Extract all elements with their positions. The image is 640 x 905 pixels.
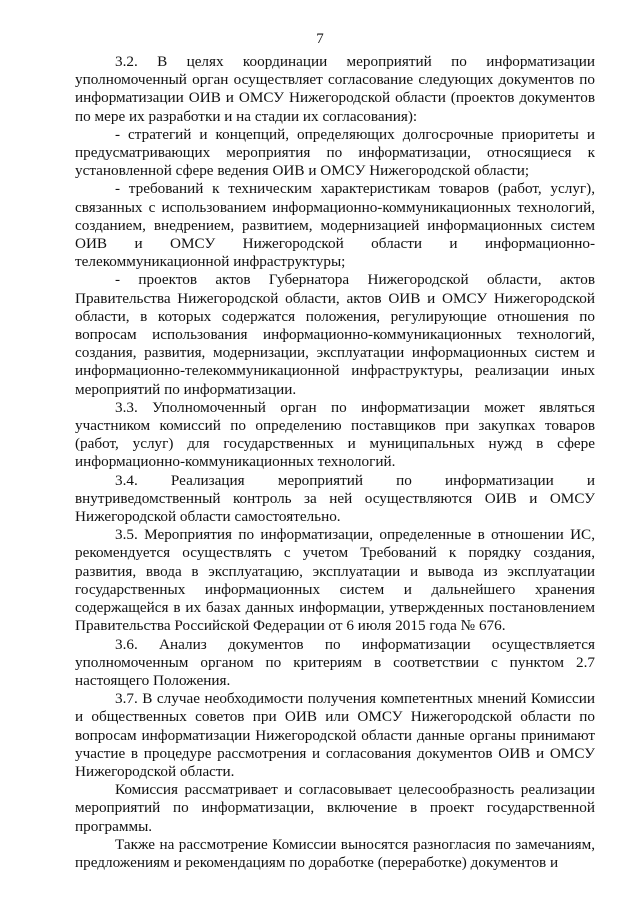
paragraph-commission-disagreements: Также на рассмотрение Комиссии выносятся разногласия по замечаниям, предложениям и рекомендациям по доработке (переработке) документов и: [75, 835, 595, 871]
list-item-requirements: - требований к техническим характеристикам товаров (работ, услуг), связанных с использованием информационно-коммуникационных технологий, созданием, внедрением, развитием, модернизацией информационных систем ОИВ и ОМСУ Нижегородской области и информационно-телекоммуникационной инфраструктуры;: [75, 180, 595, 271]
document-body: [75, 53, 595, 872]
paragraph-3-6: 3.6. Анализ документов по информатизации осуществляется уполномоченным органом по критериям в соответствии с пунктом 2.7 настоящего Положения.: [75, 635, 595, 689]
paragraph-3-7: 3.7. В случае необходимости получения компетентных мнений Комиссии и общественных советов при ОИВ или ОМСУ Нижегородской области по вопросам информатизации Нижегородской области данные органы принимают участие в процедуре рассмотрения и согласования документов ОИВ и ОМСУ Нижегородской области.: [75, 690, 595, 780]
paragraph-3-2: 3.2. В целях координации мероприятий по информатизации уполномоченный орган осуществляет согласование следующих документов по информатизации ОИВ и ОМСУ Нижегородской области (проектов документов по мере их разработки и на стадии их согласования):: [75, 53, 595, 125]
list-item-strategies: - стратегий и концепций, определяющих долгосрочные приоритеты и предусматривающих мероприятия по информатизации, относящиеся к установленной сфере ведения ОИВ и ОМСУ Нижегородской области;: [75, 125, 595, 180]
paragraph-3-3: 3.3. Уполномоченный орган по информатизации может являться участником комиссий по определению поставщиков при закупках товаров (работ, услуг) для государственных и муниципальных нужд в сфере информационно-коммуникационных технологий.: [75, 398, 595, 471]
paragraph-3-4: 3.4. Реализация мероприятий по информатизации и внутриведомственный контроль за ней осуществляются ОИВ и ОМСУ Нижегородской области самостоятельно.: [75, 471, 595, 526]
paragraph-3-5: 3.5. Мероприятия по информатизации, определенные в отношении ИС, рекомендуется осуществлять с учетом Требований к порядку создания, развития, ввода в эксплуатацию, эксплуатации и вывода из эксплуатации государственных информационных систем и дальнейшего хранения содержащейся в их базах данных информации, утвержденных постановлением Правительства Российской Федерации от 6 июля 2015 года № 676.: [75, 526, 595, 635]
page-number: 7: [316, 31, 324, 47]
list-item-draft-acts: - проектов актов Губернатора Нижегородской области, актов Правительства Нижегородской области, актов ОИВ и ОМСУ Нижегородской области, в которых содержатся положения, регулирующие отношения по вопросам использования информационно-коммуникационных технологий, создания, развития, модернизации, эксплуатации информационных систем и информационно-телекоммуникационной инфраструктуры, реализации иных мероприятий по информатизации.: [75, 271, 595, 398]
paragraph-commission-review: Комиссия рассматривает и согласовывает целесообразность реализации мероприятий по информатизации, включение в проект государственной программы.: [75, 781, 595, 835]
